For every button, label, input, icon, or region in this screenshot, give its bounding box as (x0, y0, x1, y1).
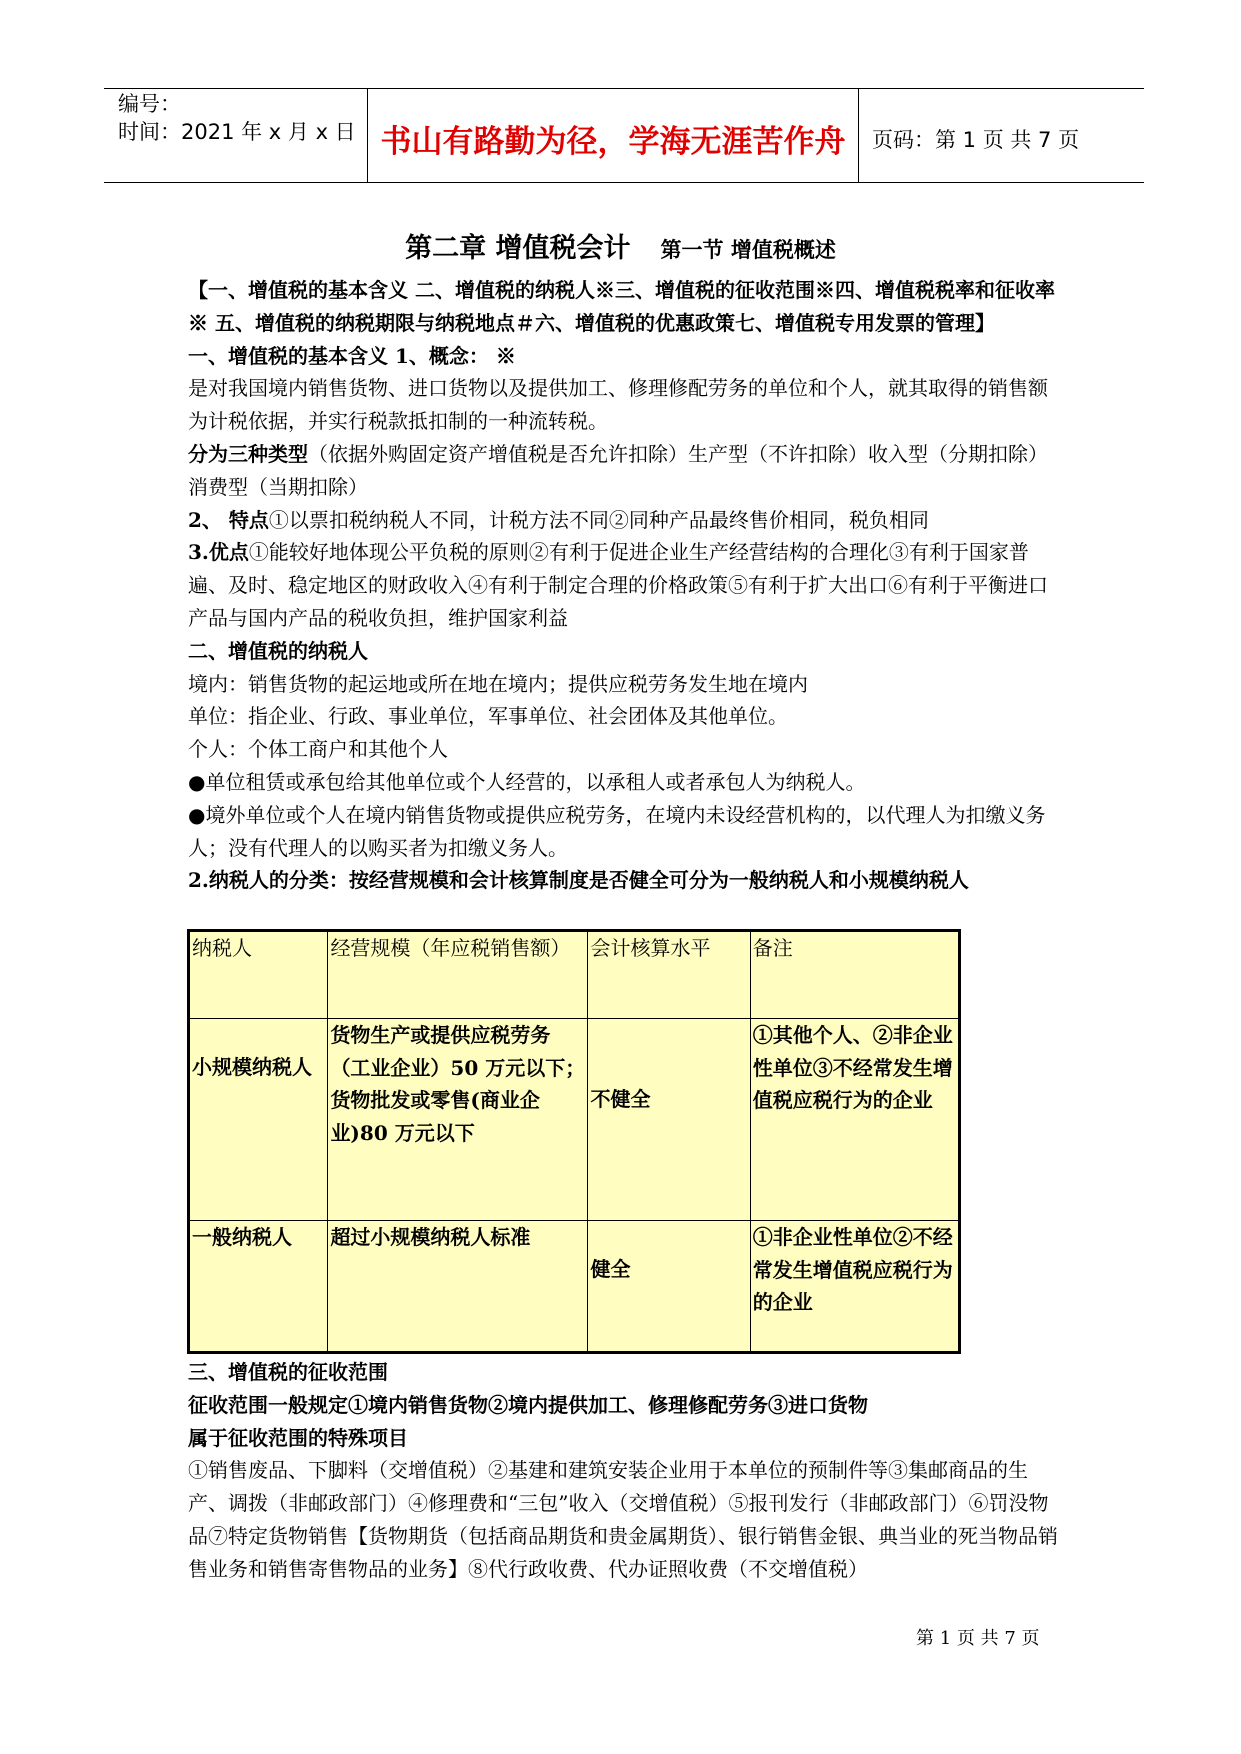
header-page-label: 页码：第 1 页 共 7 页 (872, 128, 1080, 152)
classification-paragraph: 2.纳税人的分类：按经营规模和会计核算制度是否健全可分为一般纳税人和小规模纳税人 (188, 868, 969, 893)
table-cell-taxpayer: 小规模纳税人 (189, 1019, 328, 1221)
page-title (0, 226, 1241, 265)
chapter-title: 第二章 增值税会计 (405, 233, 631, 264)
table-cell-taxpayer: 一般纳税人 (189, 1221, 328, 1353)
domestic-paragraph: 境内：销售货物的起运地或所在地在境内；提供应税劳务发生地在境内 (188, 671, 808, 696)
advantages-text: ①能较好地体现公平负税的原则②有利于促进企业生产经营结构的合理化③有利于国家普遍、及时、稳定地区的财政收入④有利于制定合理的价格政策⑤有利于扩大出口⑥有利于平衡进口产品与国内产品的税收负担，维护国家利益 (188, 540, 1048, 630)
types-text: （依据外购固定资产增值税是否允许扣除）生产型（不许扣除）收入型（分期扣除）消费型（当期扣除） (188, 441, 1048, 499)
table-cell-accounting: 健全 (588, 1221, 750, 1353)
person-paragraph: 个人：个体工商户和其他个人 (188, 737, 448, 762)
section3-heading: 三、增值税的征收范围 (188, 1360, 388, 1384)
table-header-cell: 备注 (750, 931, 959, 1019)
page-footer: 第 1 页 共 7 页 (916, 1628, 1040, 1649)
table-row (189, 1019, 960, 1221)
table-cell-accounting: 不健全 (588, 1019, 750, 1221)
definition-paragraph: 是对我国境内销售货物、进口货物以及提供加工、修理修配劳务的单位和个人，就其取得的销售额为计税依据，并实行税款抵扣制的一种流转税。 (188, 376, 1048, 434)
advantages-paragraph (188, 536, 1060, 634)
header-left-info (118, 90, 356, 146)
table-header-cell: 经营规模（年应税销售额） (328, 931, 588, 1019)
unit-paragraph: 单位：指企业、行政、事业单位，军事单位、社会团体及其他单位。 (188, 704, 788, 729)
table-header-cell: 纳税人 (189, 931, 328, 1019)
header-divider-right (858, 88, 859, 183)
bullet-paragraph-2: ●境外单位或个人在境内销售货物或提供应税劳务，在境内未设经营机构的，以代理人为扣缴义务人；没有代理人的以购买者为扣缴义务人。 (188, 802, 1046, 860)
types-label: 分为三种类型 (188, 441, 308, 466)
time-label: 时间：2021 年 x 月 x 日 (118, 120, 356, 144)
header-motto: 书山有路勤为径，学海无涯苦作舟 (380, 124, 846, 160)
table-cell-scale: 货物生产或提供应税劳务（工业企业）50 万元以下；货物批发或零售(商业企业)80 万元以下 (328, 1019, 588, 1221)
advantages-label: 3.优点 (188, 540, 249, 565)
section3-body (188, 1356, 1060, 1586)
section-title: 第一节 增值税概述 (660, 238, 836, 262)
features-label: 2、 特点 (188, 507, 269, 532)
section2-heading: 二、增值税的纳税人 (188, 638, 368, 663)
number-label: 编号： (118, 92, 181, 116)
table-cell-note: ①其他个人、②非企业性单位③不经常发生增值税应税行为的企业 (750, 1019, 959, 1221)
toc-paragraph: 【一、增值税的基本含义 二、增值税的纳税人※三、增值税的征收范围※四、增值税税率和征收率※ 五、增值税的纳税期限与纳税地点＃六、增值税的优惠政策七、增值税专用发票的管理】 (188, 278, 1055, 335)
special-items-heading: 属于征收范围的特殊项目 (188, 1425, 408, 1450)
features-paragraph (188, 504, 1060, 537)
special-items-paragraph: ①销售废品、下脚料（交增值税）②基建和建筑安装企业用于本单位的预制件等③集邮商品的生产、调拨（非邮政部门）④修理费和“三包”收入（交增值税）⑤报刊发行（非邮政部门）⑥罚没物品⑦特定货物销售【货物期货（包括商品期货和贵金属期货）、银行销售金银、典当业的死当物品销售业务和销售寄售物品的业务】⑧代行政收费、代办证照收费（不交增值税） (188, 1458, 1058, 1581)
section1-heading: 一、增值税的基本含义 1、概念： ※ (188, 343, 516, 368)
table-header-cell: 会计核算水平 (588, 931, 750, 1019)
bullet-paragraph-1: ●单位租赁或承包给其他单位或个人经营的，以承租人或者承包人为纳税人。 (188, 769, 866, 794)
taxpayer-table (187, 929, 961, 1354)
header-bottom-rule (104, 182, 1144, 183)
table-header-row (189, 931, 960, 1019)
table-cell-note: ①非企业性单位②不经常发生增值税应税行为的企业 (750, 1221, 959, 1353)
types-paragraph (188, 438, 1060, 504)
header-top-rule (104, 88, 1144, 89)
table-cell-scale: 超过小规模纳税人标准 (328, 1221, 588, 1353)
document-body (188, 274, 1060, 897)
table-row (189, 1221, 960, 1353)
features-text: ①以票扣税纳税人不同，计税方法不同②同种产品最终售价相同，税负相同 (268, 507, 929, 532)
general-scope-paragraph: 征收范围一般规定①境内销售货物②境内提供加工、修理修配劳务③进口货物 (188, 1392, 868, 1417)
